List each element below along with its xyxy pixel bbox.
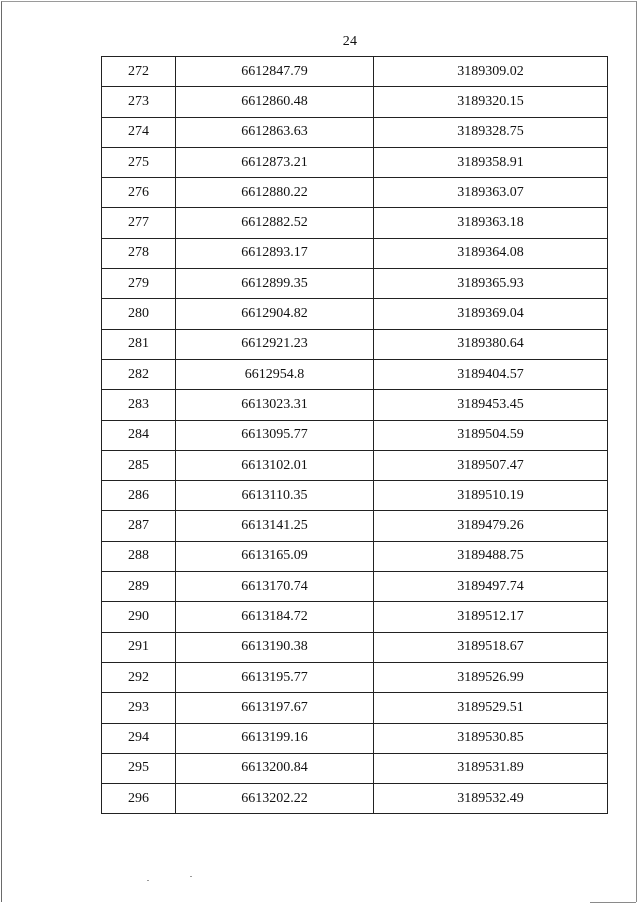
point-number-cell: 277: [102, 208, 176, 238]
table-row: [102, 390, 608, 420]
point-number-cell: 283: [102, 390, 176, 420]
scan-edge-mark: [590, 902, 636, 903]
table-row: [102, 117, 608, 147]
table-row: [102, 87, 608, 117]
table-row: [102, 178, 608, 208]
y-coordinate-cell: 3189518.67: [374, 632, 608, 662]
x-coordinate-cell: 6613170.74: [176, 572, 374, 602]
table-row: [102, 753, 608, 783]
point-number-cell: 284: [102, 420, 176, 450]
y-coordinate-cell: 3189497.74: [374, 572, 608, 602]
x-coordinate-cell: 6613197.67: [176, 693, 374, 723]
table-row: [102, 299, 608, 329]
y-coordinate-cell: 3189512.17: [374, 602, 608, 632]
x-coordinate-cell: 6613184.72: [176, 602, 374, 632]
x-coordinate-cell: 6613095.77: [176, 420, 374, 450]
point-number-cell: 292: [102, 662, 176, 692]
point-number-cell: 294: [102, 723, 176, 753]
table-row: [102, 359, 608, 389]
x-coordinate-cell: 6613110.35: [176, 481, 374, 511]
y-coordinate-cell: 3189488.75: [374, 541, 608, 571]
point-number-cell: 281: [102, 329, 176, 359]
table-row: [102, 420, 608, 450]
y-coordinate-cell: 3189365.93: [374, 269, 608, 299]
x-coordinate-cell: 6612860.48: [176, 87, 374, 117]
point-number-cell: 291: [102, 632, 176, 662]
point-number-cell: 296: [102, 784, 176, 814]
point-number-cell: 274: [102, 117, 176, 147]
point-number-cell: 287: [102, 511, 176, 541]
x-coordinate-cell: 6613195.77: [176, 662, 374, 692]
y-coordinate-cell: 3189328.75: [374, 117, 608, 147]
x-coordinate-cell: 6612921.23: [176, 329, 374, 359]
table-row: [102, 238, 608, 268]
x-coordinate-cell: 6613023.31: [176, 390, 374, 420]
point-number-cell: 293: [102, 693, 176, 723]
x-coordinate-cell: 6613141.25: [176, 511, 374, 541]
point-number-cell: 289: [102, 572, 176, 602]
y-coordinate-cell: 3189320.15: [374, 87, 608, 117]
point-number-cell: 278: [102, 238, 176, 268]
x-coordinate-cell: 6613190.38: [176, 632, 374, 662]
x-coordinate-cell: 6613165.09: [176, 541, 374, 571]
y-coordinate-cell: 3189530.85: [374, 723, 608, 753]
point-number-cell: 276: [102, 178, 176, 208]
point-number-cell: 273: [102, 87, 176, 117]
y-coordinate-cell: 3189309.02: [374, 57, 608, 87]
point-number-cell: 288: [102, 541, 176, 571]
y-coordinate-cell: 3189507.47: [374, 450, 608, 480]
x-coordinate-cell: 6612880.22: [176, 178, 374, 208]
point-number-cell: 275: [102, 147, 176, 177]
x-coordinate-cell: 6612863.63: [176, 117, 374, 147]
y-coordinate-cell: 3189358.91: [374, 147, 608, 177]
point-number-cell: 286: [102, 481, 176, 511]
x-coordinate-cell: 6612893.17: [176, 238, 374, 268]
table-row: [102, 662, 608, 692]
y-coordinate-cell: 3189380.64: [374, 329, 608, 359]
x-coordinate-cell: 6612954.8: [176, 359, 374, 389]
x-coordinate-cell: 6613199.16: [176, 723, 374, 753]
y-coordinate-cell: 3189529.51: [374, 693, 608, 723]
page-number: 24: [342, 34, 358, 49]
table-row: [102, 511, 608, 541]
table-row: [102, 329, 608, 359]
x-coordinate-cell: 6613200.84: [176, 753, 374, 783]
table-row: [102, 450, 608, 480]
coordinates-table: [101, 56, 608, 814]
coordinates-table-body: [102, 57, 608, 814]
scan-speck: [190, 876, 192, 877]
y-coordinate-cell: 3189479.26: [374, 511, 608, 541]
point-number-cell: 285: [102, 450, 176, 480]
x-coordinate-cell: 6613102.01: [176, 450, 374, 480]
table-row: [102, 632, 608, 662]
x-coordinate-cell: 6612882.52: [176, 208, 374, 238]
point-number-cell: 279: [102, 269, 176, 299]
point-number-cell: 280: [102, 299, 176, 329]
table-row: [102, 208, 608, 238]
y-coordinate-cell: 3189532.49: [374, 784, 608, 814]
table-row: [102, 269, 608, 299]
point-number-cell: 282: [102, 359, 176, 389]
table-row: [102, 481, 608, 511]
y-coordinate-cell: 3189363.18: [374, 208, 608, 238]
x-coordinate-cell: 6612847.79: [176, 57, 374, 87]
x-coordinate-cell: 6612873.21: [176, 147, 374, 177]
table-row: [102, 693, 608, 723]
y-coordinate-cell: 3189504.59: [374, 420, 608, 450]
table-row: [102, 57, 608, 87]
y-coordinate-cell: 3189404.57: [374, 359, 608, 389]
scan-speck: [147, 880, 149, 881]
y-coordinate-cell: 3189453.45: [374, 390, 608, 420]
point-number-cell: 295: [102, 753, 176, 783]
table-row: [102, 602, 608, 632]
x-coordinate-cell: 6613202.22: [176, 784, 374, 814]
y-coordinate-cell: 3189363.07: [374, 178, 608, 208]
y-coordinate-cell: 3189510.19: [374, 481, 608, 511]
point-number-cell: 290: [102, 602, 176, 632]
x-coordinate-cell: 6612904.82: [176, 299, 374, 329]
y-coordinate-cell: 3189526.99: [374, 662, 608, 692]
table-row: [102, 784, 608, 814]
x-coordinate-cell: 6612899.35: [176, 269, 374, 299]
point-number-cell: 272: [102, 57, 176, 87]
table-row: [102, 723, 608, 753]
table-row: [102, 147, 608, 177]
y-coordinate-cell: 3189531.89: [374, 753, 608, 783]
y-coordinate-cell: 3189364.08: [374, 238, 608, 268]
y-coordinate-cell: 3189369.04: [374, 299, 608, 329]
table-row: [102, 541, 608, 571]
table-row: [102, 572, 608, 602]
